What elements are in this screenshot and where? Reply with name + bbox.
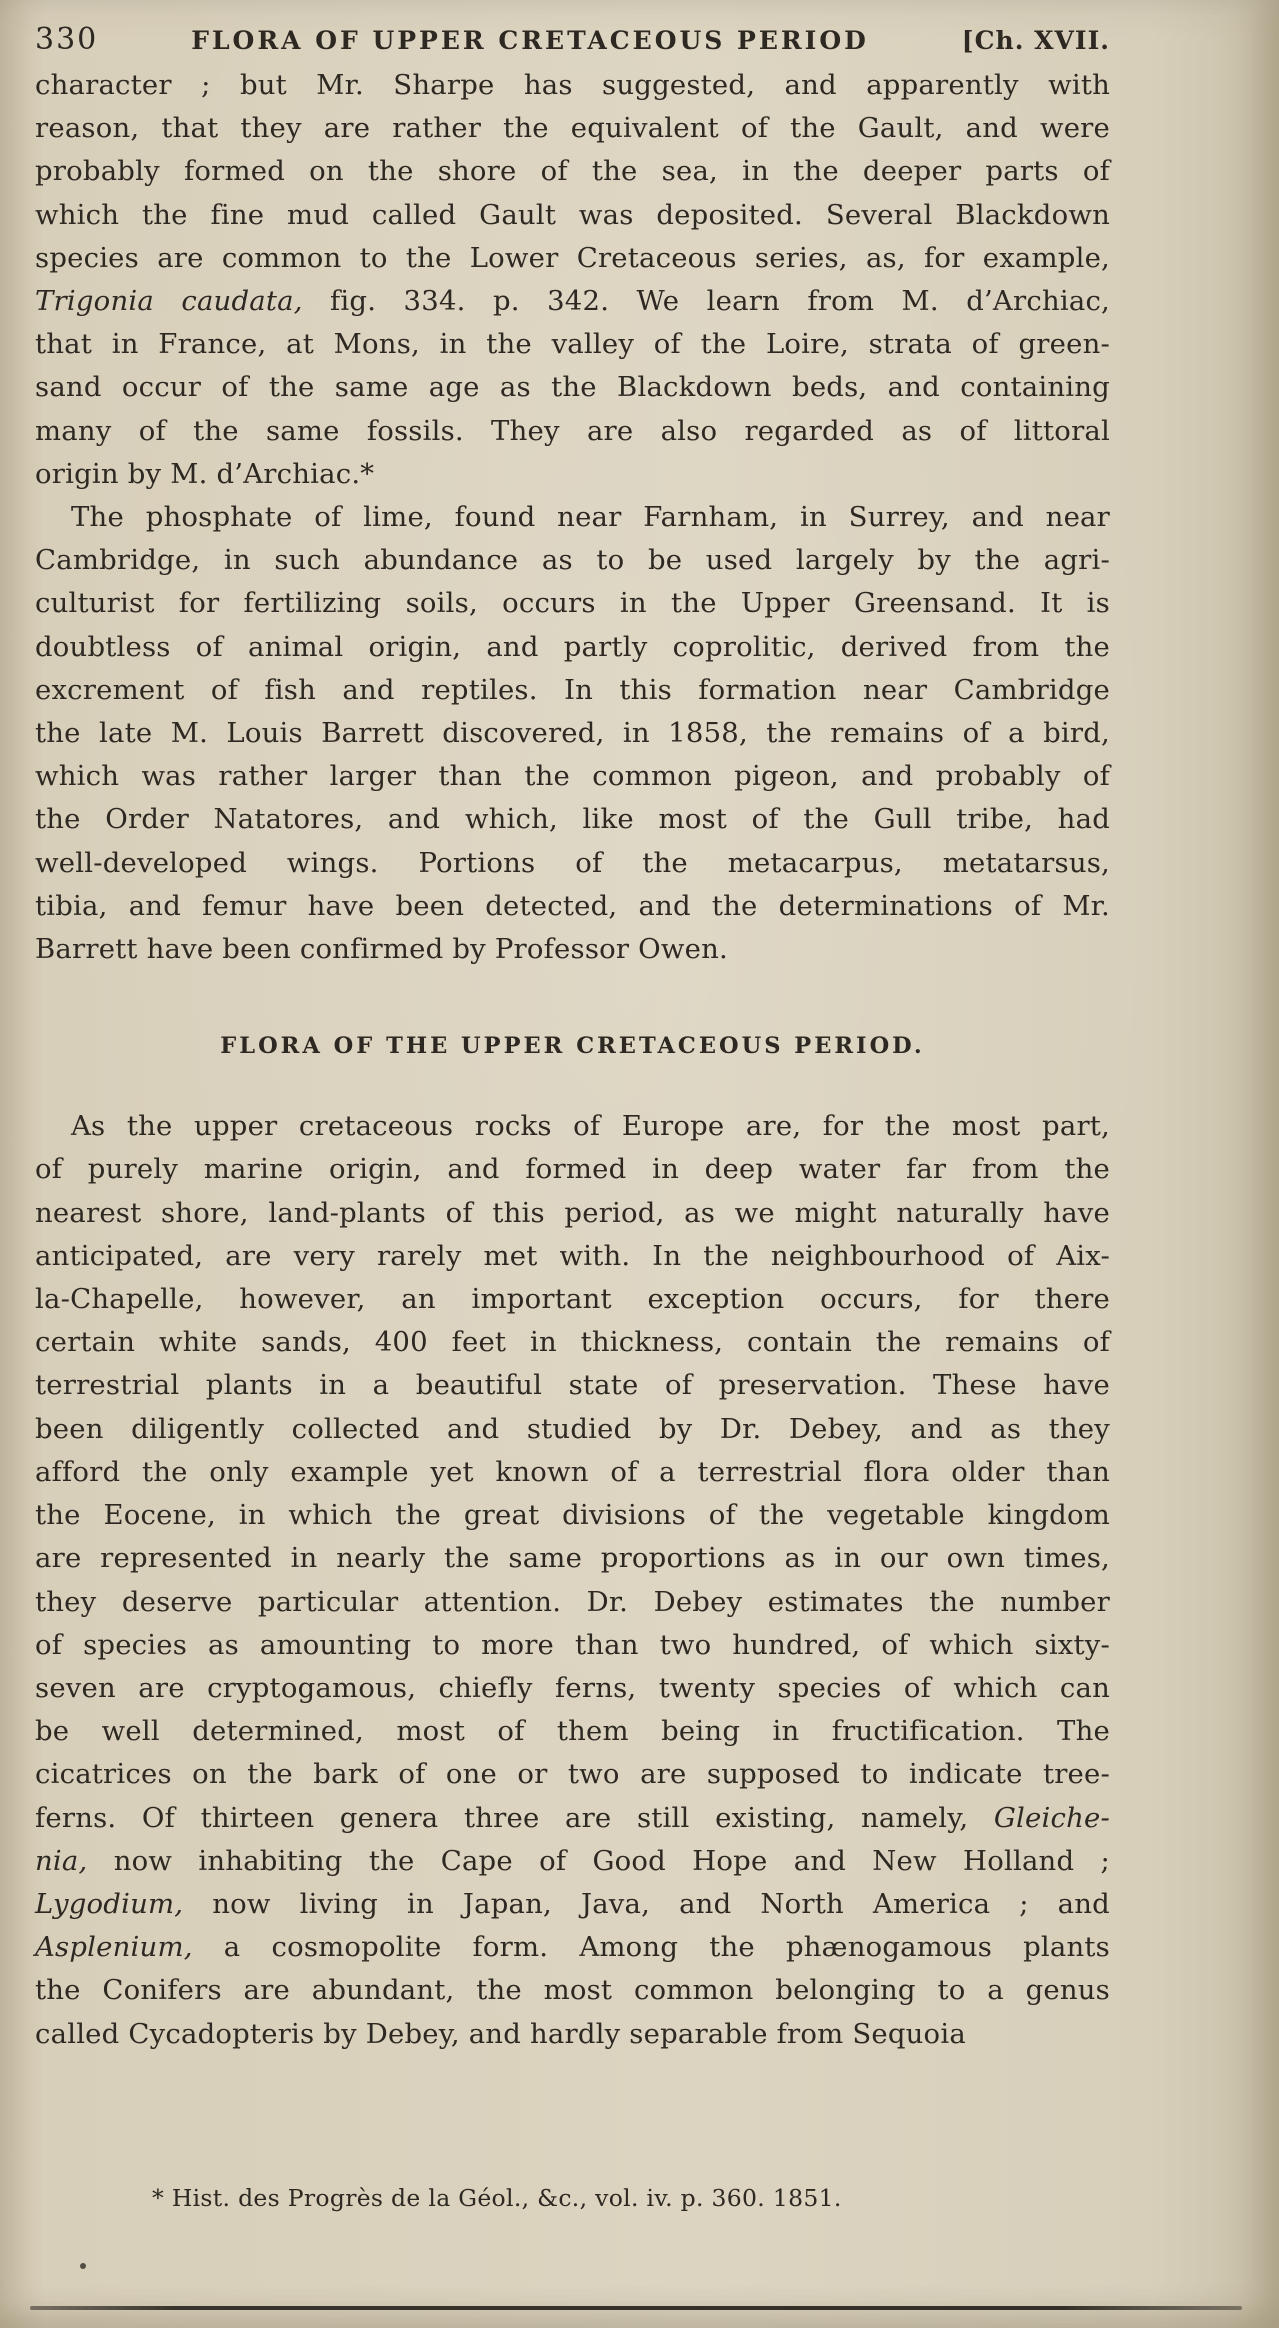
text-line: nearest shore, land-plants of this period, as we might naturally have [35,1196,1110,1229]
text-line: sand occur of the same age as the Blackdown beds, and containing [35,371,1110,404]
text-line: culturist for fertilizing soils, occurs in the Upper Greensand. It is [35,587,1110,620]
text-line: character ; but Mr. Sharpe has suggested, and apparently with [35,69,1110,101]
text-line: The phosphate of lime, found near Farnham, in Surrey, and near [71,501,1110,534]
text-line: that in France, at Mons, in the valley of the Loire, strata of green- [35,328,1110,361]
text-line: well-developed wings. Portions of the metacarpus, metatarsus, [35,846,1110,879]
text-line: la-Chapelle, however, an important exception occurs, for there [35,1283,1110,1316]
page-number: 330 [35,22,99,57]
text-line: nia, now inhabiting the Cape of Good Hope and New Holland ; [35,1844,1110,1877]
section-heading: FLORA OF THE UPPER CRETACEOUS PERIOD. [220,1033,925,1060]
text-line: be well determined, most of them being in fructification. The [35,1715,1110,1748]
text-line: As the upper cretaceous rocks of Europe are, for the most part, [71,1110,1110,1143]
text-line: cicatrices on the bark of one or two are supposed to indicate tree- [35,1758,1110,1791]
scan-edge-line [30,2306,1242,2310]
text-line: origin by M. d’Archiac.* [35,457,375,490]
text-line: excrement of fish and reptiles. In this formation near Cambridge [35,673,1110,706]
text-line: seven are cryptogamous, chiefly ferns, twenty species of which can [35,1671,1110,1704]
paragraph-upper-cretaceous-flora [35,1105,1110,2055]
text-line: probably formed on the shore of the sea, in the deeper parts of [35,155,1110,188]
text-line: Lygodium, now living in Japan, Java, and North America ; and [35,1887,1110,1920]
text-line: which the fine mud called Gault was deposited. Several Blackdown [35,198,1110,231]
text-line: the Order Natatores, and which, like most of the Gull tribe, had [35,803,1110,836]
footnote: * Hist. des Progrès de la Géol., &c., vol. iv. p. 360. 1851. [152,2184,842,2212]
text-line: the Conifers are abundant, the most common belonging to a genus [35,1974,1110,2007]
text-line: ferns. Of thirteen genera three are still existing, namely, Gleiche- [35,1801,1110,1834]
text-line: they deserve particular attention. Dr. Debey estimates the number [35,1585,1110,1618]
text-column [35,64,1110,2056]
running-title: FLORA OF UPPER CRETACEOUS PERIOD [191,26,869,55]
text-line: Barrett have been confirmed by Professor Owen. [35,933,728,966]
text-line: Asplenium, a cosmopolite form. Among the phænogamous plants [35,1931,1110,1964]
text-line: Cambridge, in such abundance as to be used largely by the agri- [35,544,1110,577]
text-line: the Eocene, in which the great divisions of the vegetable kingdom [35,1499,1110,1532]
text-line: the late M. Louis Barrett discovered, in 1858, the remains of a bird, [35,717,1110,750]
paragraph-phosphate-of-lime [35,496,1110,971]
text-line: of purely marine origin, and formed in deep water far from the [35,1153,1110,1186]
paragraph-continuation [35,64,1110,496]
text-line: terrestrial plants in a beautiful state of preservation. These have [35,1369,1110,1402]
text-line: been diligently collected and studied by Dr. Debey, and as they [35,1412,1110,1445]
text-line: certain white sands, 400 feet in thickness, contain the remains of [35,1326,1110,1359]
text-line: tibia, and femur have been detected, and the determinations of Mr. [35,889,1110,922]
text-line: of species as amounting to more than two hundred, of which sixty- [35,1628,1110,1661]
page-header [35,22,1110,57]
scan-artifact-speck [80,2263,86,2269]
text-line: reason, that they are rather the equivalent of the Gault, and were [35,112,1110,145]
text-line: called Cycadopteris by Debey, and hardly separable from Sequoia [35,2017,966,2050]
text-line: doubtless of animal origin, and partly coprolitic, derived from the [35,630,1110,663]
text-line: afford the only example yet known of a terrestrial flora older than [35,1455,1110,1488]
text-line: Trigonia caudata, fig. 334. p. 342. We learn from M. d’Archiac, [35,285,1110,318]
text-line: which was rather larger than the common pigeon, and probably of [35,760,1110,793]
text-line: anticipated, are very rarely met with. In the neighbourhood of Aix- [35,1239,1110,1272]
chapter-label: [Ch. XVII. [961,26,1110,55]
text-line: are represented in nearly the same proportions as in our own times, [35,1542,1110,1575]
text-line: species are common to the Lower Cretaceous series, as, for example, [35,241,1110,274]
text-line: many of the same fossils. They are also regarded as of littoral [35,414,1110,447]
